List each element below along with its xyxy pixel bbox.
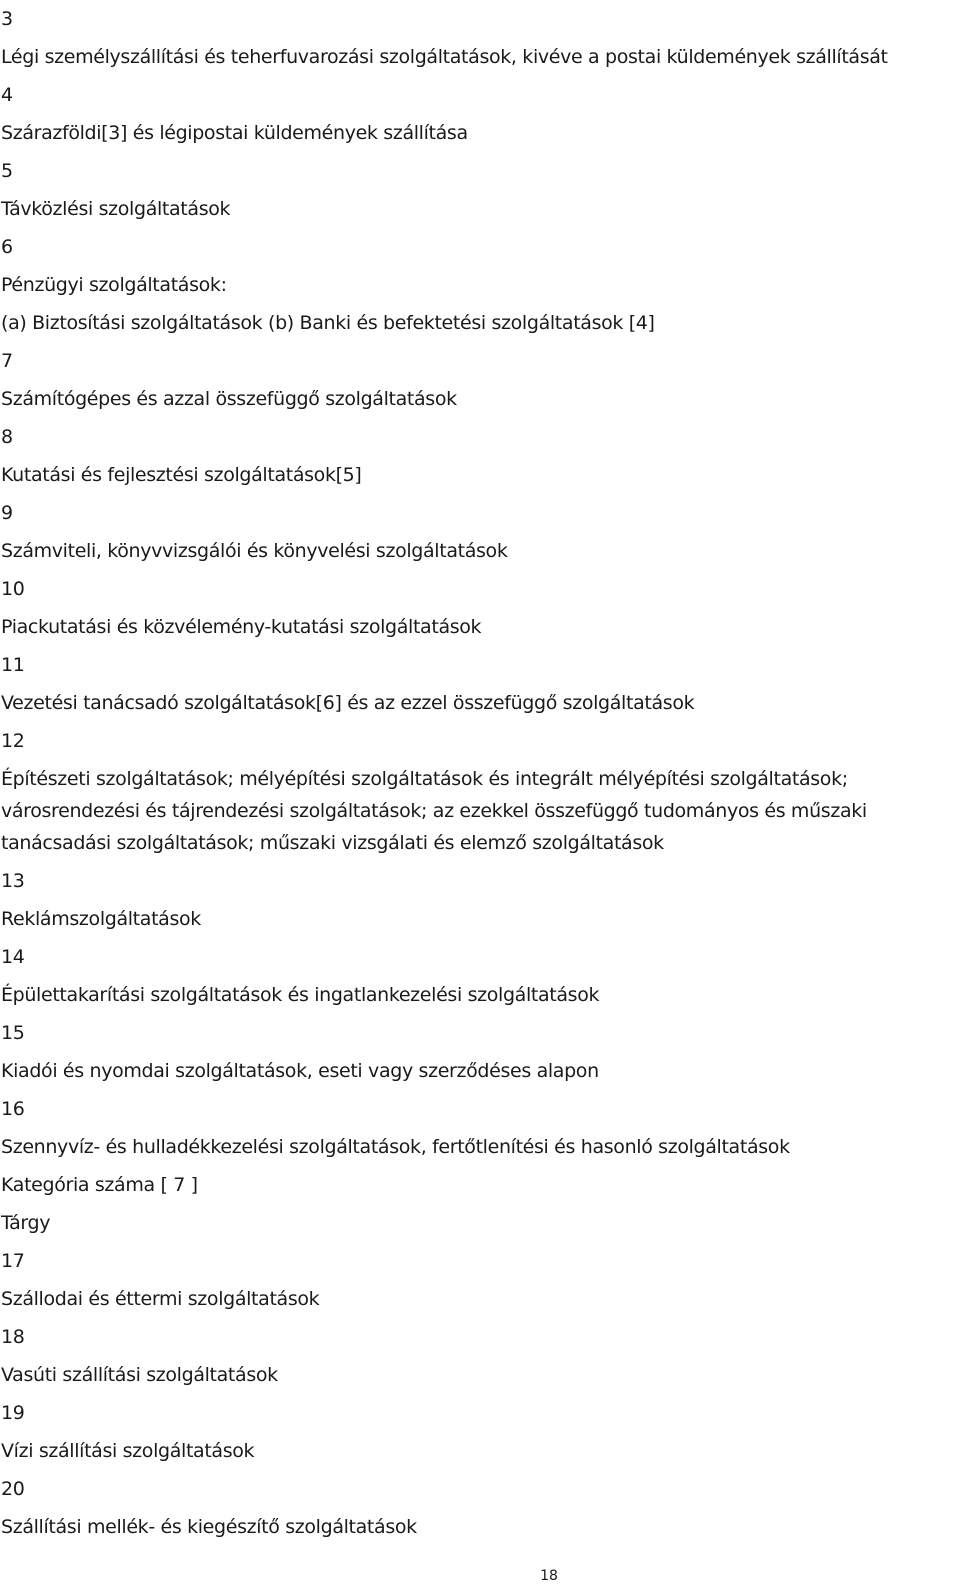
category-title-line: Építészeti szolgáltatások; mélyépítési szolgáltatások és integrált mélyépítési szolgáltatások; [1, 768, 848, 790]
page-number: 18 [540, 1568, 558, 1584]
category-title: Szállítási mellék- és kiegészítő szolgáltatások [1, 1516, 417, 1538]
category-number: 14 [1, 946, 25, 968]
category-title: Vasúti szállítási szolgáltatások [1, 1364, 278, 1386]
category-number: 12 [1, 730, 25, 752]
category-number: 19 [1, 1402, 25, 1424]
category-number: 15 [1, 1022, 25, 1044]
category-title: Szállodai és éttermi szolgáltatások [1, 1288, 320, 1310]
category-title: Piackutatási és közvélemény-kutatási szolgáltatások [1, 616, 482, 638]
category-number: 11 [1, 654, 25, 676]
category-title-line: tanácsadási szolgáltatások; műszaki vizsgálati és elemző szolgáltatások [1, 832, 664, 854]
category-number: 9 [1, 502, 13, 524]
category-number: 10 [1, 578, 25, 600]
category-title: Épülettakarítási szolgáltatások és ingatlankezelési szolgáltatások [1, 984, 600, 1006]
category-title: Reklámszolgáltatások [1, 908, 201, 930]
category-number: 3 [1, 8, 13, 30]
category-title: Szennyvíz- és hulladékkezelési szolgáltatások, fertőtlenítési és hasonló szolgáltatások [1, 1136, 790, 1158]
category-number: 6 [1, 236, 13, 258]
category-number: 16 [1, 1098, 25, 1120]
document-body [1, 0, 951, 1546]
category-title: Számítógépes és azzal összefüggő szolgáltatások [1, 388, 457, 410]
category-number: 7 [1, 350, 13, 372]
category-title: Légi személyszállítási és teherfuvarozási szolgáltatások, kivéve a postai küldemények szállítását [1, 46, 888, 68]
category-number: 5 [1, 160, 13, 182]
category-title: Szárazföldi[3] és légipostai küldemények szállítása [1, 122, 468, 144]
category-title: Kutatási és fejlesztési szolgáltatások[5] [1, 464, 362, 486]
category-number: 20 [1, 1478, 25, 1500]
category-title-multiline [1, 760, 951, 862]
category-title-line: városrendezési és tájrendezési szolgáltatások; az ezekkel összefüggő tudományos és műszaki [1, 800, 867, 822]
category-title: Számviteli, könyvvizsgálói és könyvelési szolgáltatások [1, 540, 508, 562]
category-number: 13 [1, 870, 25, 892]
category-title: Vezetési tanácsadó szolgáltatások[6] és az ezzel összefüggő szolgáltatások [1, 692, 695, 714]
category-heading: Kategória száma [ 7 ] [1, 1174, 198, 1196]
category-subtitle: (a) Biztosítási szolgáltatások (b) Banki és befektetési szolgáltatások [4] [1, 312, 655, 334]
category-title: Távközlési szolgáltatások [1, 198, 231, 220]
category-number: 4 [1, 84, 13, 106]
category-number: 8 [1, 426, 13, 448]
category-title: Pénzügyi szolgáltatások: [1, 274, 227, 296]
category-title: Kiadói és nyomdai szolgáltatások, eseti vagy szerződéses alapon [1, 1060, 599, 1082]
category-number: 18 [1, 1326, 25, 1348]
category-title: Vízi szállítási szolgáltatások [1, 1440, 255, 1462]
category-number: 17 [1, 1250, 25, 1272]
subject-heading: Tárgy [1, 1212, 51, 1234]
